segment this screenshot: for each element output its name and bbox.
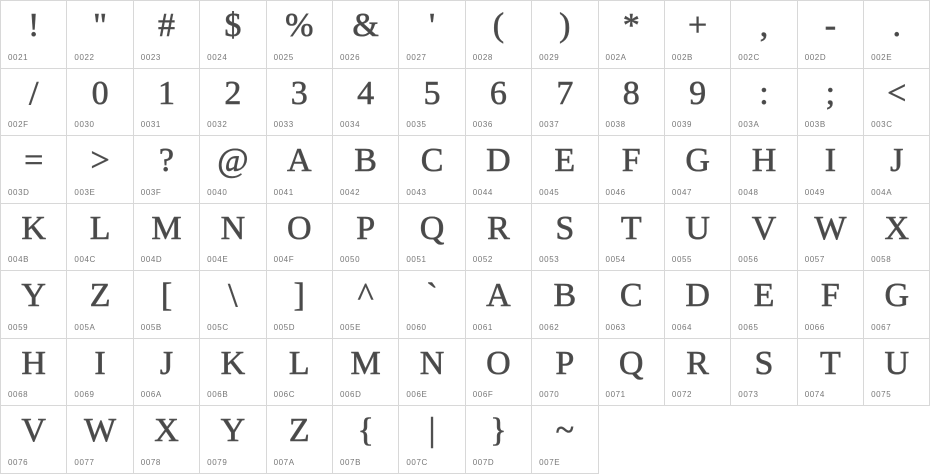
glyph-codepoint: 0031: [140, 120, 161, 129]
glyph-codepoint: 005D: [273, 322, 296, 332]
glyph-codepoint: 003B: [804, 120, 826, 129]
glyph-character: E: [554, 142, 576, 179]
glyph-character: G: [685, 142, 710, 179]
glyph-character: X: [154, 412, 179, 449]
glyph-cell[interactable]: [267, 204, 333, 272]
glyph-character: B: [354, 142, 377, 179]
glyph-cell[interactable]: [599, 136, 665, 204]
glyph-character: ": [93, 7, 108, 44]
glyph-codepoint: 0072: [671, 390, 693, 399]
glyph-character: G: [884, 277, 910, 314]
glyph-codepoint: 007B: [339, 457, 362, 467]
glyph-cell[interactable]: [67, 204, 133, 272]
glyph-codepoint: 0069: [74, 390, 95, 399]
glyph-cell[interactable]: [333, 339, 399, 407]
glyph-codepoint: 0023: [140, 52, 161, 62]
glyph-character: Q: [419, 209, 445, 247]
glyph-character: (: [492, 7, 505, 44]
glyph-character: 3: [290, 74, 308, 112]
glyph-codepoint: 005C: [207, 322, 229, 332]
glyph-cell[interactable]: [599, 271, 665, 339]
glyph-cell[interactable]: [134, 204, 200, 272]
glyph-character: Q: [618, 344, 644, 382]
glyph-character: ,: [759, 7, 769, 44]
glyph-character: U: [884, 344, 910, 382]
glyph-cell[interactable]: [1, 204, 67, 272]
glyph-cell[interactable]: [399, 204, 465, 272]
glyph-character: J: [159, 344, 174, 382]
glyph-character: /: [28, 74, 39, 112]
glyph-cell[interactable]: [134, 69, 200, 137]
glyph-codepoint: 0047: [671, 187, 693, 197]
glyph-character: P: [356, 209, 376, 247]
glyph-cell[interactable]: [399, 271, 465, 339]
glyph-character: 8: [622, 74, 640, 112]
glyph-character: Z: [89, 277, 111, 314]
glyph-cell[interactable]: [200, 136, 266, 204]
glyph-codepoint: 0057: [804, 255, 825, 264]
glyph-cell[interactable]: [1, 136, 67, 204]
glyph-character: Y: [220, 412, 246, 449]
glyph-codepoint: 0068: [8, 390, 29, 399]
glyph-character: #: [157, 7, 175, 44]
glyph-cell[interactable]: [731, 204, 797, 272]
glyph-character: W: [84, 412, 117, 449]
glyph-character: 9: [689, 74, 707, 112]
glyph-codepoint: 0043: [406, 187, 427, 197]
glyph-codepoint: 0042: [339, 187, 361, 197]
glyph-character: I: [94, 344, 106, 382]
glyph-character: `: [426, 277, 438, 314]
glyph-character: C: [619, 277, 643, 314]
glyph-character: 2: [224, 74, 242, 112]
glyph-codepoint: 0038: [605, 120, 626, 129]
glyph-cell[interactable]: [864, 339, 930, 407]
glyph-character: X: [884, 209, 910, 247]
glyph-codepoint: 0049: [804, 187, 825, 197]
glyph-character: \: [228, 277, 238, 314]
glyph-character: :: [759, 74, 769, 112]
glyph-codepoint: 0070: [539, 390, 560, 399]
glyph-cell[interactable]: [399, 339, 465, 407]
glyph-character: Z: [288, 412, 310, 449]
glyph-character: Y: [21, 277, 46, 314]
glyph-cell[interactable]: [1, 406, 67, 474]
glyph-cell[interactable]: [864, 271, 930, 339]
glyph-cell[interactable]: [665, 136, 731, 204]
glyph-codepoint: 0075: [871, 390, 892, 399]
glyph-character: H: [751, 142, 777, 179]
glyph-character: =: [24, 142, 44, 179]
glyph-codepoint: 004C: [74, 255, 96, 264]
glyph-cell[interactable]: [134, 339, 200, 407]
glyph-cell[interactable]: [333, 406, 399, 474]
glyph-cell[interactable]: [532, 406, 598, 474]
glyph-cell[interactable]: [333, 271, 399, 339]
glyph-cell[interactable]: [864, 204, 930, 272]
glyph-codepoint: 0077: [74, 457, 95, 467]
glyph-cell[interactable]: [267, 271, 333, 339]
glyph-cell-empty: [599, 406, 665, 474]
glyph-cell[interactable]: [599, 204, 665, 272]
glyph-cell[interactable]: [864, 1, 930, 69]
glyph-cell[interactable]: [864, 69, 930, 137]
glyph-cell[interactable]: [267, 136, 333, 204]
glyph-cell[interactable]: [399, 136, 465, 204]
glyph-cell[interactable]: [731, 339, 797, 407]
glyph-cell[interactable]: [333, 136, 399, 204]
glyph-cell[interactable]: [864, 136, 930, 204]
glyph-codepoint: 007D: [472, 457, 495, 467]
glyph-character: S: [754, 344, 774, 382]
glyph-codepoint: 003A: [738, 120, 760, 129]
glyph-codepoint: 0040: [207, 187, 228, 197]
glyph-cell-empty: [665, 406, 731, 474]
glyph-character: V: [751, 209, 777, 247]
glyph-character: |: [428, 412, 436, 449]
glyph-codepoint: 0053: [539, 255, 560, 264]
glyph-cell[interactable]: [267, 1, 333, 69]
glyph-character: L: [288, 344, 310, 382]
glyph-character: K: [21, 209, 46, 247]
glyph-codepoint: 002F: [8, 120, 29, 129]
glyph-codepoint: 0026: [339, 52, 361, 62]
glyph-codepoint: 006F: [472, 390, 494, 399]
glyph-codepoint: 0044: [472, 187, 493, 197]
glyph-cell-empty: [798, 406, 864, 474]
glyph-cell[interactable]: [731, 271, 797, 339]
glyph-codepoint: 0039: [671, 120, 693, 129]
glyph-cell[interactable]: [333, 1, 399, 69]
glyph-codepoint: 004F: [273, 255, 295, 264]
glyph-codepoint: 0028: [472, 52, 493, 62]
glyph-codepoint: 0052: [472, 255, 493, 264]
glyph-codepoint: 003F: [140, 187, 162, 197]
glyph-character: 6: [489, 74, 507, 112]
glyph-codepoint: 006A: [140, 390, 162, 399]
glyph-codepoint: 0078: [140, 457, 161, 467]
glyph-cell[interactable]: [532, 271, 598, 339]
glyph-codepoint: 002A: [605, 52, 627, 62]
glyph-codepoint: 006C: [273, 390, 296, 399]
glyph-codepoint: 0067: [871, 322, 892, 332]
glyph-character: -: [824, 7, 837, 44]
glyph-cell[interactable]: [134, 1, 200, 69]
glyph-cell[interactable]: [798, 136, 864, 204]
glyph-codepoint: 0037: [539, 120, 560, 129]
glyph-cell[interactable]: [333, 204, 399, 272]
glyph-codepoint: 0079: [207, 457, 228, 467]
glyph-cell[interactable]: [267, 339, 333, 407]
glyph-codepoint: 0032: [207, 120, 228, 129]
glyph-character: O: [486, 344, 511, 382]
glyph-codepoint: 004E: [207, 255, 229, 264]
glyph-character: $: [224, 7, 242, 44]
glyph-codepoint: 0027: [406, 52, 427, 62]
glyph-cell[interactable]: [599, 339, 665, 407]
glyph-cell[interactable]: [1, 271, 67, 339]
glyph-cell[interactable]: [665, 1, 731, 69]
glyph-codepoint: 0050: [339, 255, 361, 264]
glyph-codepoint: 004A: [871, 187, 893, 197]
glyph-codepoint: 0034: [339, 120, 361, 129]
glyph-cell[interactable]: [798, 271, 864, 339]
glyph-codepoint: 0058: [871, 255, 892, 264]
glyph-character: >: [90, 142, 110, 179]
glyph-character: D: [685, 277, 710, 314]
glyph-character: T: [819, 344, 841, 382]
glyph-character: S: [555, 209, 575, 247]
glyph-codepoint: 007E: [539, 457, 561, 467]
glyph-codepoint: 0025: [273, 52, 294, 62]
glyph-character: 1: [157, 74, 175, 112]
glyph-character: {: [357, 412, 374, 449]
glyph-codepoint: 0066: [804, 322, 825, 332]
glyph-cell[interactable]: [67, 406, 133, 474]
glyph-codepoint: 002C: [738, 52, 760, 62]
glyph-codepoint: 005A: [74, 322, 96, 332]
glyph-cell[interactable]: [731, 1, 797, 69]
glyph-character: %: [285, 7, 314, 44]
glyph-cell[interactable]: [333, 69, 399, 137]
glyph-cell[interactable]: [200, 339, 266, 407]
glyph-cell[interactable]: [399, 1, 465, 69]
glyph-cell[interactable]: [134, 271, 200, 339]
glyph-character: C: [420, 142, 444, 179]
glyph-codepoint: 0041: [273, 187, 294, 197]
glyph-codepoint: 006D: [339, 390, 362, 399]
glyph-cell[interactable]: [67, 339, 133, 407]
glyph-codepoint: 003E: [74, 187, 96, 197]
glyph-cell[interactable]: [532, 204, 598, 272]
glyph-cell[interactable]: [599, 1, 665, 69]
glyph-codepoint: 0022: [74, 52, 95, 62]
glyph-cell[interactable]: [731, 136, 797, 204]
glyph-codepoint: 0064: [671, 322, 693, 332]
glyph-character: ': [428, 7, 436, 44]
glyph-codepoint: 0055: [671, 255, 693, 264]
glyph-character: M: [151, 209, 182, 247]
glyph-character: N: [220, 209, 246, 247]
glyph-codepoint: 0030: [74, 120, 95, 129]
glyph-cell[interactable]: [665, 204, 731, 272]
glyph-cell[interactable]: [1, 69, 67, 137]
glyph-codepoint: 0059: [8, 322, 29, 332]
glyph-codepoint: 0048: [738, 187, 759, 197]
glyph-codepoint: 007C: [406, 457, 428, 467]
glyph-codepoint: 004B: [8, 255, 30, 264]
glyph-cell[interactable]: [466, 406, 532, 474]
glyph-codepoint: 006E: [406, 390, 428, 399]
glyph-cell[interactable]: [67, 136, 133, 204]
glyph-cell[interactable]: [466, 204, 532, 272]
glyph-codepoint: 006B: [207, 390, 229, 399]
glyph-codepoint: 0065: [738, 322, 759, 332]
glyph-character: [: [160, 277, 173, 314]
glyph-character: K: [220, 344, 246, 382]
glyph-character: R: [487, 209, 510, 247]
glyph-cell[interactable]: [200, 1, 266, 69]
glyph-cell[interactable]: [665, 339, 731, 407]
glyph-character: F: [820, 277, 840, 314]
glyph-cell[interactable]: [200, 406, 266, 474]
glyph-character: J: [890, 142, 904, 179]
glyph-character: E: [753, 277, 775, 314]
glyph-character: ;: [825, 74, 836, 112]
glyph-cell[interactable]: [200, 69, 266, 137]
glyph-cell[interactable]: [134, 406, 200, 474]
glyph-character: L: [89, 209, 111, 247]
glyph-cell[interactable]: [67, 271, 133, 339]
glyph-codepoint: 003C: [871, 120, 893, 129]
glyph-character: @: [217, 142, 249, 179]
glyph-cell[interactable]: [532, 136, 598, 204]
glyph-codepoint: 004D: [140, 255, 163, 264]
glyph-character: *: [622, 7, 640, 44]
glyph-character: W: [814, 209, 847, 247]
glyph-cell[interactable]: [267, 69, 333, 137]
glyph-cell[interactable]: [665, 69, 731, 137]
glyph-character: 0: [91, 74, 109, 112]
glyph-cell[interactable]: [200, 271, 266, 339]
glyph-character: U: [685, 209, 710, 247]
glyph-cell[interactable]: [466, 1, 532, 69]
glyph-character: H: [21, 344, 46, 382]
glyph-codepoint: 0046: [605, 187, 626, 197]
glyph-codepoint: 005E: [339, 322, 362, 332]
glyph-cell[interactable]: [798, 1, 864, 69]
glyph-character: ^: [357, 277, 374, 314]
glyph-character: }: [490, 412, 507, 449]
glyph-cell[interactable]: [200, 204, 266, 272]
glyph-character: .: [892, 7, 902, 44]
glyph-codepoint: 0029: [539, 52, 560, 62]
glyph-codepoint: 0060: [406, 322, 427, 332]
glyph-codepoint: 0076: [8, 457, 29, 467]
glyph-character: M: [350, 344, 381, 382]
glyph-cell[interactable]: [466, 271, 532, 339]
glyph-cell[interactable]: [399, 406, 465, 474]
glyph-cell[interactable]: [67, 1, 133, 69]
glyph-cell[interactable]: [665, 271, 731, 339]
glyph-character: R: [686, 344, 709, 382]
glyph-cell[interactable]: [399, 69, 465, 137]
glyph-cell[interactable]: [798, 204, 864, 272]
glyph-character: ): [559, 7, 571, 44]
glyph-character: T: [620, 209, 642, 247]
glyph-character: F: [621, 142, 641, 179]
glyph-character: &: [352, 7, 379, 44]
glyph-character: I: [824, 142, 837, 179]
glyph-character: A: [486, 277, 511, 314]
glyph-character: 4: [357, 74, 375, 112]
glyph-character: P: [555, 344, 575, 382]
glyph-cell[interactable]: [532, 339, 598, 407]
glyph-character: 5: [423, 74, 441, 112]
glyph-character: +: [688, 7, 708, 44]
glyph-codepoint: 002E: [871, 52, 893, 62]
glyph-cell[interactable]: [1, 1, 67, 69]
glyph-cell[interactable]: [599, 69, 665, 137]
glyph-cell[interactable]: [67, 69, 133, 137]
glyph-character: <: [887, 74, 907, 112]
glyph-codepoint: 0033: [273, 120, 294, 129]
glyph-cell[interactable]: [466, 339, 532, 407]
glyph-codepoint: 0054: [605, 255, 626, 264]
glyph-cell[interactable]: [267, 406, 333, 474]
glyph-codepoint: 0063: [605, 322, 626, 332]
glyph-codepoint: 007A: [273, 457, 295, 467]
glyph-codepoint: 0021: [8, 52, 29, 62]
glyph-character: D: [486, 142, 511, 179]
glyph-cell[interactable]: [466, 136, 532, 204]
glyph-codepoint: 0061: [472, 322, 493, 332]
glyph-cell[interactable]: [798, 69, 864, 137]
glyph-codepoint: 0062: [539, 322, 560, 332]
glyph-character: A: [286, 142, 312, 179]
glyph-cell[interactable]: [134, 136, 200, 204]
glyph-character: O: [286, 209, 312, 247]
glyph-character: N: [419, 344, 445, 382]
glyph-cell[interactable]: [532, 1, 598, 69]
glyph-codepoint: 0035: [406, 120, 427, 129]
glyph-codepoint: 0073: [738, 390, 759, 399]
glyph-cell[interactable]: [1, 339, 67, 407]
glyph-codepoint: 0071: [605, 390, 626, 399]
glyph-character: B: [553, 277, 577, 314]
glyph-character: ]: [293, 277, 305, 314]
glyph-cell-empty: [864, 406, 930, 474]
glyph-codepoint: 0056: [738, 255, 759, 264]
glyph-cell[interactable]: [731, 69, 797, 137]
glyph-codepoint: 005B: [140, 322, 162, 332]
glyph-codepoint: 0051: [406, 255, 427, 264]
glyph-character: V: [21, 412, 46, 449]
glyph-codepoint: 002D: [804, 52, 827, 62]
glyph-cell[interactable]: [466, 69, 532, 137]
glyph-character: ~: [555, 412, 575, 449]
glyph-codepoint: 0024: [207, 52, 228, 62]
glyph-codepoint: 002B: [671, 52, 693, 62]
glyph-character: ?: [158, 142, 175, 179]
glyph-cell-empty: [731, 406, 797, 474]
glyph-codepoint: 0074: [804, 390, 825, 399]
glyph-character: !: [28, 7, 40, 44]
glyph-character: 7: [556, 74, 574, 112]
glyph-cell[interactable]: [798, 339, 864, 407]
glyph-cell[interactable]: [532, 69, 598, 137]
glyph-codepoint: 0036: [472, 120, 493, 129]
glyph-codepoint: 003D: [8, 187, 30, 197]
glyph-codepoint: 0045: [539, 187, 560, 197]
